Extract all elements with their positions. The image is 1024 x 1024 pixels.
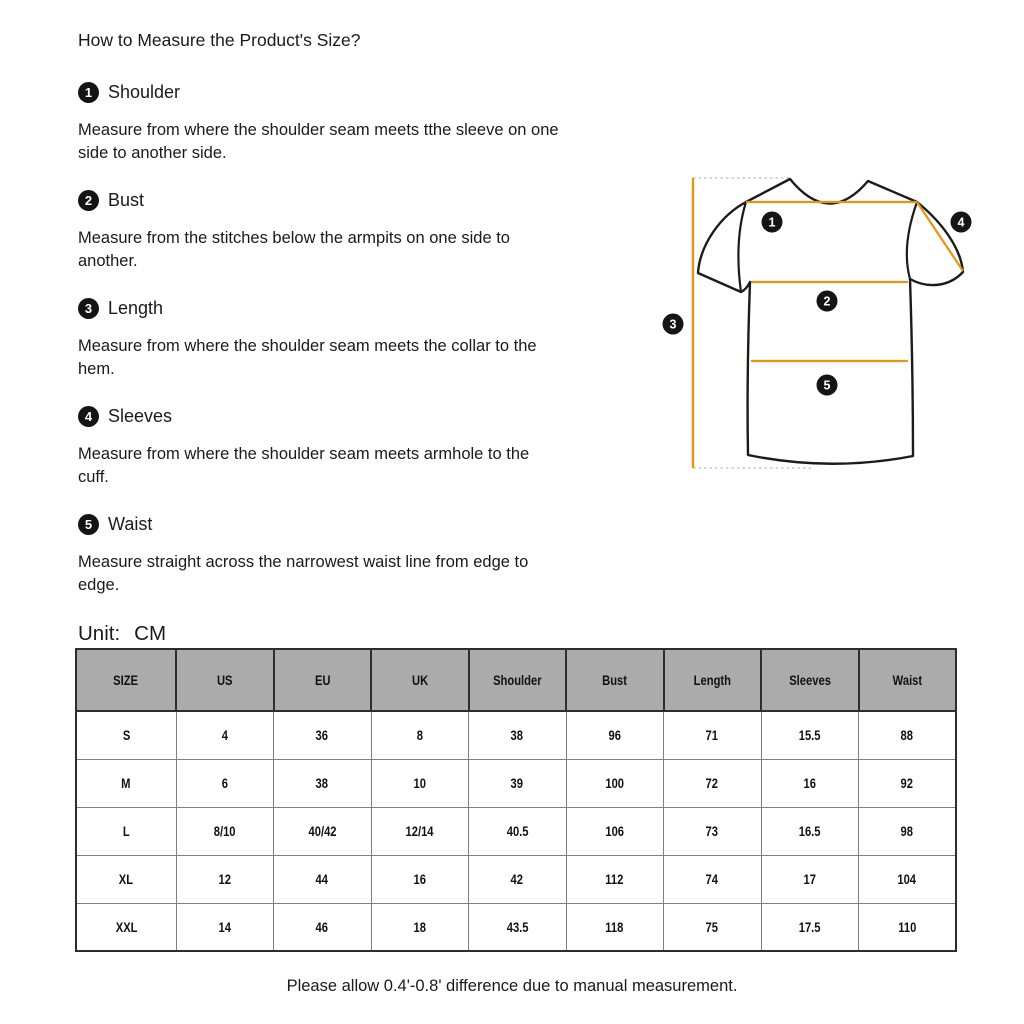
- table-cell: [859, 711, 957, 759]
- cell-text: 16: [413, 871, 426, 887]
- header-text: SIZE: [113, 672, 139, 688]
- diagram-badge-3: [663, 314, 684, 335]
- table-cell: [76, 759, 176, 807]
- table-cell: [859, 759, 957, 807]
- header-text: Shoulder: [492, 672, 542, 688]
- diagram-badge-1: [762, 212, 783, 233]
- column-header-size: [76, 649, 176, 711]
- cell-text: 110: [897, 918, 917, 935]
- header-text: US: [216, 672, 233, 688]
- cell-text: 8/10: [213, 823, 236, 839]
- measure-item-description: [78, 551, 626, 596]
- page-title: How to Measure the Product's Size?: [78, 30, 361, 50]
- cell-text: 106: [605, 823, 625, 839]
- table-cell: [274, 807, 372, 855]
- table-cell: [664, 903, 762, 951]
- cell-text: 16.5: [798, 823, 821, 839]
- table-cell: [76, 711, 176, 759]
- cell-text: 104: [897, 871, 917, 887]
- cell-text: 38: [316, 775, 329, 791]
- table-cell: [371, 711, 469, 759]
- header-text: Sleeves: [788, 672, 831, 688]
- measure-item-heading: [78, 406, 626, 427]
- measure-item-heading: [78, 514, 626, 535]
- cell-text: 15.5: [798, 727, 821, 744]
- table-cell: [761, 759, 859, 807]
- measure-item-description: [78, 119, 626, 164]
- cell-text: 96: [608, 727, 621, 744]
- cell-text: 40/42: [308, 823, 337, 839]
- cell-text: 16: [803, 775, 816, 791]
- cell-text: 36: [316, 727, 329, 744]
- measure-item-description: [78, 335, 626, 380]
- table-cell: [274, 903, 372, 951]
- header-text: UK: [411, 672, 428, 688]
- measure-guide-column: [78, 30, 626, 646]
- header-text: EU: [314, 672, 331, 688]
- step-3-badge: 3: [78, 298, 99, 319]
- description-line: hem.: [78, 359, 115, 378]
- cell-text: 43.5: [506, 918, 529, 935]
- step-1-badge: 1: [78, 82, 99, 103]
- measure-item-label: Sleeves: [108, 406, 173, 426]
- table-cell: [176, 711, 274, 759]
- table-cell: [176, 807, 274, 855]
- cell-text: 18: [413, 918, 426, 935]
- cell-text: 98: [900, 823, 914, 839]
- column-header-shoulder: [469, 649, 567, 711]
- cell-text: 118: [605, 918, 624, 935]
- cell-text: 73: [706, 823, 719, 839]
- cell-text: 10: [413, 775, 426, 791]
- unit-label: Unit:: [78, 622, 121, 645]
- size-chart-table: [75, 648, 957, 952]
- table-cell: [859, 903, 957, 951]
- table-header-row: [76, 649, 956, 711]
- table-cell: [566, 807, 664, 855]
- cell-text: 72: [706, 775, 719, 791]
- measure-item-label: Length: [108, 298, 164, 318]
- unit-value: CM: [134, 622, 167, 645]
- cell-text: M: [121, 775, 131, 791]
- measure-item-waist: [78, 514, 626, 596]
- cell-text: 71: [706, 727, 719, 744]
- table-cell: [469, 855, 567, 903]
- table-cell: [469, 903, 567, 951]
- description-line: edge.: [78, 575, 120, 594]
- cell-text: 4: [221, 727, 228, 744]
- table-cell: [371, 759, 469, 807]
- cell-text: XXL: [115, 918, 138, 935]
- measure-item-heading: [78, 190, 626, 211]
- measure-item-heading: [78, 298, 626, 319]
- table-cell: [664, 807, 762, 855]
- table-row: [76, 711, 956, 759]
- table-cell: [469, 759, 567, 807]
- measure-item-label: Bust: [108, 190, 145, 210]
- column-header-us: [176, 649, 274, 711]
- table-cell: [76, 855, 176, 903]
- column-header-bust: [566, 649, 664, 711]
- table-cell: [566, 903, 664, 951]
- cell-text: 17.5: [798, 918, 821, 935]
- cell-text: 42: [511, 871, 524, 887]
- diagram-badge-2-number: 2: [823, 294, 831, 309]
- diagram-badge-5: [817, 375, 838, 396]
- description-line: Measure from the stitches below the armpits on one side to: [78, 229, 510, 247]
- diagram-badge-5-number: 5: [823, 378, 831, 393]
- description-line: Measure from where the shoulder seam meets the collar to the: [78, 337, 537, 355]
- cell-text: L: [122, 823, 130, 839]
- cell-text: 92: [900, 775, 914, 791]
- table-cell: [859, 807, 957, 855]
- tshirt-outline: [698, 179, 963, 464]
- tshirt-diagram-svg: [645, 145, 1024, 501]
- table-cell: [274, 855, 372, 903]
- column-header-length: [664, 649, 762, 711]
- table-cell: [664, 855, 762, 903]
- table-cell: [761, 855, 859, 903]
- measure-item-length: [78, 298, 626, 380]
- table-row: [76, 903, 956, 951]
- step-5-badge: 5: [78, 514, 99, 535]
- size-chart-section: [75, 648, 955, 952]
- table-cell: [664, 711, 762, 759]
- table-cell: [76, 903, 176, 951]
- table-cell: [859, 855, 957, 903]
- table-cell: [469, 807, 567, 855]
- measure-item-shoulder: [78, 82, 626, 164]
- measure-item-sleeves: [78, 406, 626, 488]
- table-cell: [664, 759, 762, 807]
- table-cell: [176, 855, 274, 903]
- column-header-sleeves: [761, 649, 859, 711]
- step-2-badge: 2: [78, 190, 99, 211]
- unit-line: [78, 622, 626, 646]
- table-cell: [371, 903, 469, 951]
- diagram-badge-4: [951, 212, 972, 233]
- cell-text: 112: [605, 871, 624, 887]
- table-cell: [176, 759, 274, 807]
- table-cell: [371, 807, 469, 855]
- table-cell: [274, 711, 372, 759]
- cell-text: S: [122, 727, 130, 744]
- table-cell: [761, 711, 859, 759]
- description-line: Measure straight across the narrowest waist line from edge to: [78, 553, 529, 571]
- diagram-badge-2: [817, 291, 838, 312]
- table-row: [76, 807, 956, 855]
- cell-text: 44: [316, 871, 329, 887]
- table-cell: [274, 759, 372, 807]
- cell-text: 38: [511, 727, 524, 744]
- column-header-eu: [274, 649, 372, 711]
- measure-item-heading: [78, 82, 626, 103]
- cell-text: 6: [221, 775, 228, 791]
- table-cell: [566, 711, 664, 759]
- table-cell: [76, 807, 176, 855]
- description-line: cuff.: [78, 467, 109, 486]
- diagram-badge-3-number: 3: [669, 317, 677, 332]
- table-cell: [469, 711, 567, 759]
- table-cell: [371, 855, 469, 903]
- table-cell: [761, 807, 859, 855]
- footer-note: Please allow 0.4'-0.8' difference due to manual measurement.: [286, 977, 738, 995]
- measure-item-label: Shoulder: [108, 82, 181, 102]
- measure-item-bust: [78, 190, 626, 272]
- size-chart-body: [76, 711, 956, 951]
- cell-text: 75: [706, 918, 719, 935]
- cell-text: 39: [511, 775, 524, 791]
- cell-text: 40.5: [506, 823, 529, 839]
- cell-text: 12: [218, 871, 231, 887]
- cell-text: 8: [416, 727, 423, 744]
- measure-item-description: [78, 443, 626, 488]
- cell-text: 12/14: [405, 823, 434, 839]
- column-header-waist: [859, 649, 957, 711]
- table-cell: [761, 903, 859, 951]
- cell-text: 46: [316, 918, 329, 935]
- measure-item-description: [78, 227, 626, 272]
- header-text: Bust: [602, 672, 628, 688]
- description-line: Measure from where the shoulder seam meets tthe sleeve on one: [78, 121, 559, 139]
- column-header-uk: [371, 649, 469, 711]
- cell-text: 14: [218, 918, 231, 935]
- diagram-badge-1-number: 1: [768, 215, 776, 230]
- diagram-badge-4-number: 4: [957, 215, 965, 230]
- cell-text: 88: [900, 727, 914, 744]
- description-line: another.: [78, 251, 138, 270]
- step-4-badge: 4: [78, 406, 99, 427]
- cell-text: 74: [706, 871, 719, 887]
- table-cell: [566, 759, 664, 807]
- table-cell: [176, 903, 274, 951]
- description-line: side to another side.: [78, 143, 227, 162]
- description-line: Measure from where the shoulder seam meets armhole to the: [78, 445, 530, 463]
- cell-text: XL: [119, 871, 134, 887]
- table-row: [76, 855, 956, 903]
- header-text: Waist: [892, 672, 922, 688]
- table-cell: [566, 855, 664, 903]
- cell-text: 100: [605, 775, 625, 791]
- tshirt-measurement-diagram: [645, 145, 1024, 501]
- measure-item-label: Waist: [108, 514, 153, 534]
- header-text: Length: [693, 672, 731, 688]
- cell-text: 17: [803, 871, 816, 887]
- table-row: [76, 759, 956, 807]
